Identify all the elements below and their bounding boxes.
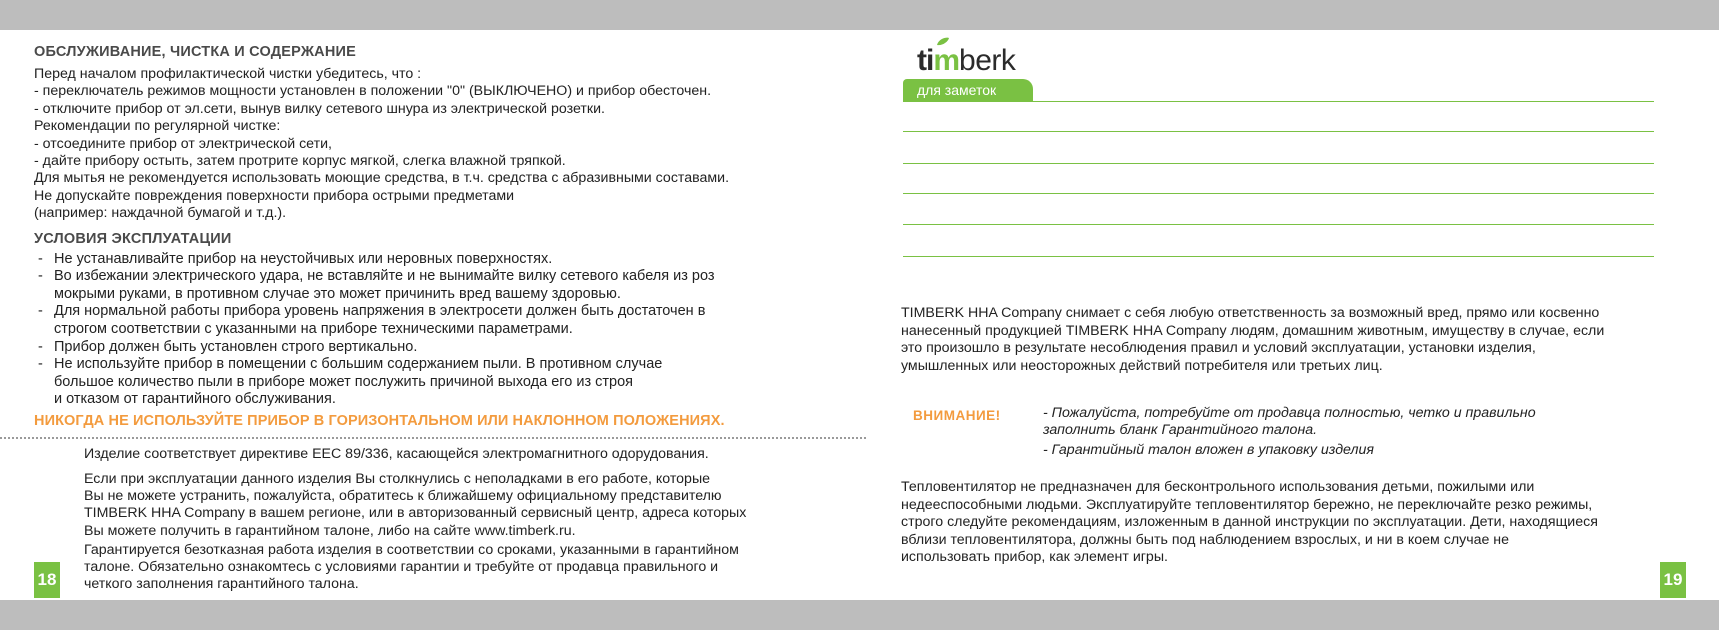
note-line	[903, 193, 1654, 194]
directive-text	[84, 446, 874, 463]
list-item-continuation: мокрыми руками, в противном случае это может причинить вред вашему здоровью.	[54, 285, 621, 302]
text-line: Перед началом профилактической чистки убедитесь, что :	[34, 66, 422, 82]
list-item	[34, 268, 864, 286]
maintenance-text	[34, 66, 864, 223]
text-line: четкого заполнения гарантийного талона.	[84, 576, 359, 593]
list-item	[34, 356, 864, 374]
service-text	[84, 471, 874, 540]
text-line: Изделие соответствует директиве ЕЕС 89/336, касающейся электромагнитного одорудования.	[84, 446, 709, 462]
logo-text-ti: ti	[917, 44, 934, 77]
text-line: TIMBERK HHA Company снимает с себя любую ответственность за возможный вред, прямо или косвенно	[901, 305, 1600, 321]
text-line: Для мытья не рекомендуется использовать моющие средства, в т.ч. средства с абразивными составами.	[34, 170, 730, 187]
text-line: Рекомендации по регулярной чистке:	[34, 118, 281, 135]
note-line	[903, 256, 1654, 257]
list-item-text: Во избежании электрического удара, не вставляйте и не вынимайте вилку сетевого кабеля из роз	[54, 268, 715, 285]
disclaimer-text	[901, 305, 1671, 375]
text-line: вблизи тепловентилятора, должны быть под наблюдением взрослых, и ни в коем случае не	[901, 531, 1510, 548]
leaf-icon	[936, 37, 950, 46]
bullet-dash: -	[38, 356, 43, 373]
top-band	[0, 0, 1719, 30]
list-item	[34, 251, 864, 269]
children-warning-text	[901, 479, 1671, 567]
note-line	[903, 101, 1654, 102]
maintenance-heading: ОБСЛУЖИВАНИЕ, ЧИСТКА И СОДЕРЖАНИЕ	[34, 44, 356, 60]
left-page	[34, 44, 864, 429]
text-line: строго следуйте рекомендациям, изложенным в данной инструкции по эксплуатации. Дети, находящиеся	[901, 514, 1598, 531]
text-line: TIMBERK HHA Company в вашем регионе, или в авторизованный сервисный центр, адреса которых	[84, 505, 747, 522]
note-line	[903, 163, 1654, 164]
text-line: использовать прибор, как элемент игры.	[901, 549, 1168, 566]
text-line: - дайте прибору остыть, затем протрите корпус мягкой, слегка влажной тряпкой.	[34, 153, 566, 170]
text-line: Вы не можете устранить, пожалуйста, обратитесь к ближайшему официальному представителю	[84, 488, 722, 505]
logo-text-berk: berk	[959, 44, 1016, 77]
bullet-dash: -	[38, 250, 43, 267]
list-item-text: Не используйте прибор в помещении с большим содержанием пыли. В противном случае	[54, 356, 663, 373]
list-item-text: Прибор должен быть установлен строго вертикально.	[54, 338, 418, 355]
text-line: Вы можете получить в гарантийном талоне, либо на сайте www.timberk.ru.	[84, 522, 576, 539]
dotted-divider	[0, 437, 866, 439]
conditions-list	[34, 251, 864, 409]
text-line: заполнить бланк Гарантийного талона.	[1043, 422, 1318, 438]
text-line: - Пожалуйста, потребуйте от продавца полностью, четко и правильно	[1043, 405, 1536, 421]
text-line: недееспособными людьми. Эксплуатируйте тепловентилятор бережно, не переключайте резко режимы,	[901, 496, 1593, 513]
text-line: Если при эксплуатации данного изделия Вы столкнулись с неполадками в его работе, которые	[84, 471, 711, 487]
text-line: талоне. Обязательно ознакомтесь с условиями гарантии и требуйте от продавца правильного и	[84, 559, 719, 576]
text-line: нанесенный продукцией TIMBERK HHA Company людям, домашним животным, имуществу в случае, если	[901, 322, 1605, 339]
orientation-warning: НИКОГДА НЕ ИСПОЛЬЗУЙТЕ ПРИБОР В ГОРИЗОНТАЛЬНОМ ИЛИ НАКЛОННОМ ПОЛОЖЕНИЯХ.	[34, 413, 725, 429]
page-number-right: 19	[1660, 562, 1686, 598]
text-line: Не допускайте повреждения поверхности прибора острыми предметами	[34, 187, 515, 204]
text-line: это произошло в результате несоблюдения правил и условий эксплуатации, установки изделия,	[901, 340, 1536, 357]
text-line: (например: наждачной бумагой и т.д.).	[34, 205, 287, 222]
list-item-continuation: и отказом от гарантийного обслуживания.	[54, 391, 336, 408]
bullet-dash: -	[38, 268, 43, 285]
attention-list	[1043, 405, 1536, 459]
timberk-logo	[917, 44, 1016, 77]
bullet-dash: -	[38, 303, 43, 320]
text-line: - отсоедините прибор от электрической сети,	[34, 135, 332, 152]
list-item	[34, 303, 864, 321]
bottom-band	[0, 600, 1719, 630]
note-line	[903, 224, 1654, 225]
note-line	[903, 131, 1654, 132]
text-line: - переключатель режимов мощности установлен в положении "0" (ВЫКЛЮЧЕНО) и прибор обесточен.	[34, 83, 712, 100]
text-line: Гарантируется безотказная работа изделия в соответствии со сроками, указанными в гарантийном	[84, 542, 739, 558]
guarantee-text	[84, 542, 874, 594]
notes-tab: для заметок	[903, 79, 1033, 101]
list-item-text: Не устанавливайте прибор на неустойчивых или неровных поверхностях.	[54, 250, 553, 267]
text-line: Тепловентилятор не предназначен для бесконтрольного использования детьми, пожилыми или	[901, 479, 1535, 495]
text-line: умышленных или неосторожных действий потребителя или третьих лиц.	[901, 357, 1383, 374]
attention-label: ВНИМАНИЕ!	[913, 408, 1001, 423]
list-item-continuation: большое количество пыли в приборе может послужить причиной выхода его из строя	[54, 373, 633, 390]
list-item	[34, 339, 864, 357]
list-item-text: Для нормальной работы прибора уровень напряжения в электросети должен быть достаточен в	[54, 303, 706, 320]
logo-text-m: m	[933, 44, 960, 77]
list-item-continuation: строгом соответствии с указанными на приборе техническими параметрами.	[54, 321, 573, 338]
text-line: - Гарантийный талон вложен в упаковку изделия	[1043, 442, 1374, 458]
text-line: - отключите прибор от эл.сети, вынув вилку сетевого шнура из электрической розетки.	[34, 100, 606, 117]
page-number-left: 18	[34, 562, 60, 598]
conditions-heading: УСЛОВИЯ ЭКСПЛУАТАЦИИ	[34, 230, 232, 247]
bullet-dash: -	[38, 338, 43, 355]
